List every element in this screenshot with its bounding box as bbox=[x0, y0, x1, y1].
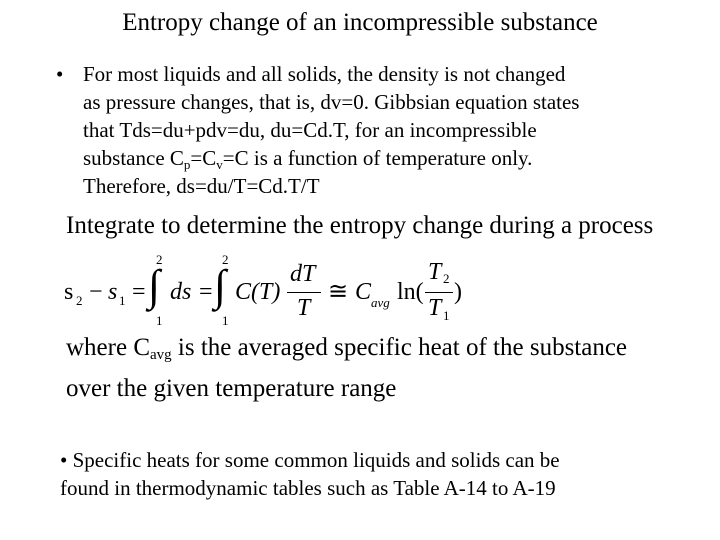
eq-integral-1: ∫ bbox=[148, 261, 161, 310]
line4-part1: substance C bbox=[83, 146, 184, 170]
integrate-text: Integrate to determine the entropy change during a process bbox=[66, 212, 654, 239]
bullet-line-4 bbox=[83, 144, 693, 172]
bullet-text bbox=[83, 60, 693, 200]
eq-s1-sub: 1 bbox=[119, 293, 126, 308]
eq-approx: ≅ bbox=[328, 279, 349, 305]
bullet-line-2: as pressure changes, that is, dv=0. Gibbsian equation states bbox=[83, 90, 580, 114]
eq-t1: T bbox=[428, 295, 442, 321]
eq-s2-sub: 2 bbox=[76, 293, 83, 308]
eq-s1: s bbox=[108, 279, 118, 305]
cp-subscript: p bbox=[183, 157, 191, 172]
eq-ln: ln( bbox=[397, 279, 424, 305]
eq-int2-lower: 1 bbox=[222, 313, 229, 328]
eq-t1-sub: 1 bbox=[443, 308, 450, 323]
eq-cavg-sub: avg bbox=[371, 295, 390, 310]
eq-int2-upper: 2 bbox=[222, 252, 229, 267]
eq-equals-1: = bbox=[132, 279, 146, 305]
eq-frac-bar-1 bbox=[287, 292, 321, 293]
eq-ds: ds bbox=[170, 279, 192, 305]
cv-subscript: v bbox=[216, 157, 223, 172]
line4-part3: =C is a function of temperature only. bbox=[222, 146, 533, 170]
bullet2-line-2: found in thermodynamic tables such as Table A-14 to A-19 bbox=[60, 476, 556, 500]
eq-int1-upper: 2 bbox=[156, 252, 163, 267]
slide-title: Entropy change of an incompressible substance bbox=[122, 9, 598, 36]
entropy-equation bbox=[62, 250, 482, 332]
where-part2: is the averaged specific heat of the substance bbox=[171, 334, 628, 361]
eq-close-paren: ) bbox=[454, 279, 462, 305]
eq-t2-sub: 2 bbox=[443, 271, 450, 286]
eq-frac-bar-2 bbox=[425, 292, 453, 293]
bullet-line-1: For most liquids and all solids, the density is not changed bbox=[83, 62, 566, 86]
eq-c-of-t: C(T) bbox=[235, 279, 281, 305]
eq-cavg: C bbox=[355, 279, 372, 305]
bullet2-line-1: • Specific heats for some common liquids and solids can be bbox=[60, 448, 560, 472]
eq-t2: T bbox=[428, 259, 442, 285]
where-sub: avg bbox=[150, 347, 172, 363]
eq-s2: s bbox=[64, 279, 74, 305]
where-part1: where C bbox=[66, 334, 150, 361]
bullet-mark: • bbox=[56, 62, 64, 86]
eq-equals-2: = bbox=[199, 279, 213, 305]
bullet-specific-heats bbox=[60, 446, 700, 502]
where-text bbox=[66, 332, 627, 364]
eq-minus: − bbox=[89, 279, 103, 305]
eq-int1-lower: 1 bbox=[156, 313, 163, 328]
bullet-line-5: Therefore, ds=du/T=Cd.T/T bbox=[83, 174, 320, 198]
bullet-line-3: that Tds=du+pdv=du, du=Cd.T, for an incompressible bbox=[83, 118, 537, 142]
line4-part2: =C bbox=[190, 146, 217, 170]
eq-dT: dT bbox=[290, 261, 316, 287]
range-text: over the given temperature range bbox=[66, 375, 397, 402]
eq-integral-2: ∫ bbox=[214, 261, 227, 310]
eq-T-denominator: T bbox=[297, 295, 311, 321]
